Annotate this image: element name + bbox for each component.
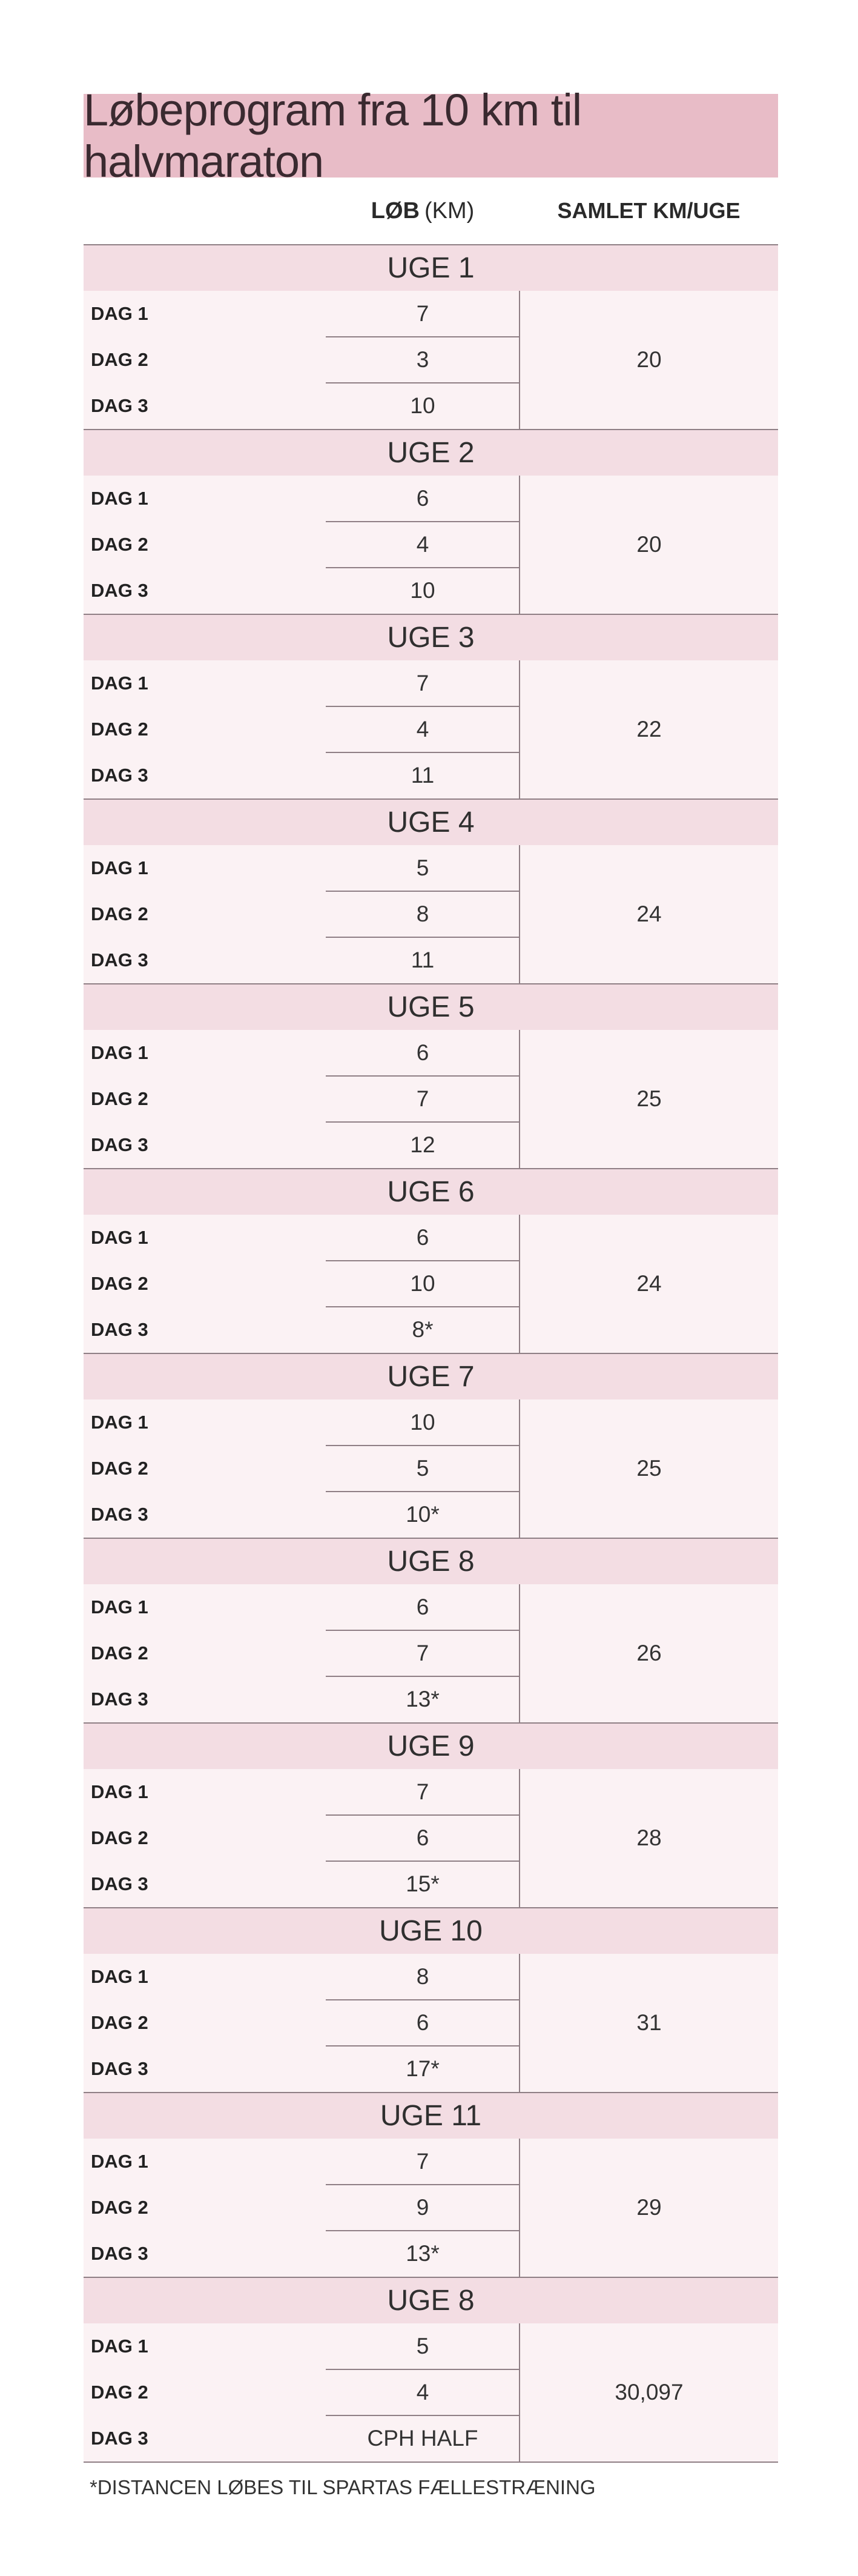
week-block: [84, 1722, 778, 1907]
day-label: DAG 3: [91, 2243, 148, 2264]
run-distance: 4: [416, 2380, 429, 2405]
week-body: [84, 1769, 778, 1907]
day-label: DAG 2: [91, 1642, 148, 1664]
training-program: [84, 85, 778, 2499]
run-distance: 13*: [406, 1687, 440, 1711]
day-row: [84, 383, 520, 429]
week-header: UGE 5: [84, 984, 778, 1030]
run-distance: 6: [416, 1595, 429, 1619]
week-header: UGE 4: [84, 800, 778, 845]
day-label: DAG 2: [91, 2382, 148, 2403]
week-block: [84, 983, 778, 1168]
weeks-table: [84, 244, 778, 2463]
day-label: DAG 3: [91, 2428, 148, 2449]
week-header: UGE 10: [84, 1908, 778, 1954]
run-distance: 6: [416, 1040, 429, 1065]
week-header: UGE 8: [84, 1539, 778, 1584]
day-label: DAG 2: [91, 2012, 148, 2033]
run-distance: 11: [411, 948, 435, 972]
week-header: UGE 8: [84, 2278, 778, 2323]
day-label: DAG 2: [91, 534, 148, 555]
day-label: DAG 1: [91, 1412, 148, 1433]
week-body: [84, 845, 778, 983]
day-row: [84, 2139, 520, 2185]
week-block: [84, 798, 778, 983]
day-label: DAG 3: [91, 1134, 148, 1155]
weekly-total: 24: [636, 901, 662, 926]
day-label: DAG 1: [91, 857, 148, 878]
week-body: [84, 1584, 778, 1722]
day-label: DAG 3: [91, 1873, 148, 1894]
day-label: DAG 1: [91, 672, 148, 694]
run-distance: 12: [410, 1132, 435, 1157]
run-distance: 8*: [412, 1317, 434, 1342]
day-label: DAG 2: [91, 1273, 148, 1294]
day-label: DAG 2: [91, 1827, 148, 1848]
run-distance: 6: [416, 2010, 429, 2035]
weekly-total: 20: [636, 532, 662, 557]
week-block: [84, 429, 778, 614]
day-row: [84, 1584, 520, 1630]
day-label: DAG 3: [91, 765, 148, 786]
week-body: [84, 1030, 778, 1168]
day-label: DAG 3: [91, 1504, 148, 1525]
week-body: [84, 476, 778, 614]
day-label: DAG 1: [91, 1781, 148, 1802]
run-distance: 10: [410, 1410, 435, 1435]
run-distance: 4: [416, 717, 429, 742]
run-distance: 8: [416, 901, 429, 926]
week-block: [84, 244, 778, 429]
run-distance: 7: [416, 1086, 429, 1111]
run-column-unit: (KM): [424, 198, 475, 224]
day-row: [84, 568, 520, 614]
run-distance: CPH HALF: [367, 2426, 478, 2451]
day-label: DAG 2: [91, 349, 148, 370]
day-label: DAG 1: [91, 488, 148, 509]
day-label: DAG 2: [91, 1458, 148, 1479]
run-distance: 7: [416, 671, 429, 695]
day-row: [84, 845, 520, 891]
day-label: DAG 1: [91, 1227, 148, 1248]
day-row: [84, 476, 520, 522]
day-row: [84, 522, 520, 568]
week-body: [84, 2139, 778, 2277]
day-row: [84, 1030, 520, 1076]
day-label: DAG 1: [91, 2335, 148, 2357]
day-row: [84, 1630, 520, 1676]
run-column-label: LØB: [371, 198, 420, 224]
run-distance: 6: [416, 486, 429, 511]
footnote: *DISTANCEN LØBES TIL SPARTAS FÆLLESTRÆNING: [90, 2476, 596, 2498]
day-label: DAG 3: [91, 949, 148, 971]
run-distance: 11: [411, 763, 435, 788]
total-column-header: SAMLET KM/UGE: [557, 198, 741, 223]
run-distance: 10: [410, 578, 435, 603]
day-label: DAG 3: [91, 1319, 148, 1340]
day-row: [84, 2415, 520, 2461]
day-row: [84, 1769, 520, 1815]
day-label: DAG 1: [91, 1966, 148, 1987]
day-row: [84, 1676, 520, 1722]
day-row: [84, 1954, 520, 2000]
day-row: [84, 1815, 520, 1861]
weekly-total: 29: [636, 2195, 662, 2220]
run-distance: 9: [416, 2195, 429, 2220]
day-row: [84, 891, 520, 937]
day-label: DAG 2: [91, 719, 148, 740]
weekly-total: 24: [636, 1271, 662, 1296]
run-distance: 6: [416, 1225, 429, 1250]
weekly-total: 22: [636, 717, 662, 742]
day-row: [84, 660, 520, 706]
run-distance: 5: [416, 2334, 429, 2359]
day-label: DAG 1: [91, 1042, 148, 1063]
day-row: [84, 1076, 520, 1122]
weekly-total: 30,097: [615, 2380, 684, 2405]
week-body: [84, 660, 778, 798]
weekly-total: 26: [636, 1641, 662, 1665]
day-row: [84, 1261, 520, 1307]
day-label: DAG 3: [91, 2058, 148, 2079]
day-row: [84, 2185, 520, 2231]
run-distance: 15*: [406, 1871, 440, 1896]
week-block: [84, 1538, 778, 1722]
run-column-header: [326, 178, 520, 244]
run-distance: 5: [416, 1456, 429, 1481]
day-label: DAG 3: [91, 1688, 148, 1710]
day-label: DAG 1: [91, 303, 148, 324]
day-row: [84, 1446, 520, 1492]
week-body: [84, 291, 778, 429]
day-label: DAG 2: [91, 1088, 148, 1109]
day-row: [84, 337, 520, 383]
day-row: [84, 1122, 520, 1168]
week-header: UGE 6: [84, 1169, 778, 1215]
day-row: [84, 2369, 520, 2415]
day-row: [84, 1307, 520, 1353]
day-row: [84, 2000, 520, 2046]
week-header: UGE 2: [84, 430, 778, 476]
week-block: [84, 614, 778, 798]
week-body: [84, 1215, 778, 1353]
day-label: DAG 3: [91, 395, 148, 416]
day-row: [84, 291, 520, 337]
weekly-total: 20: [636, 347, 662, 372]
day-row: [84, 1492, 520, 1538]
week-block: [84, 1353, 778, 1538]
day-row: [84, 2046, 520, 2092]
run-distance: 7: [416, 2149, 429, 2174]
run-distance: 7: [416, 1641, 429, 1665]
run-distance: 10*: [406, 1502, 440, 1527]
day-row: [84, 706, 520, 752]
weekly-total: 31: [636, 2010, 662, 2035]
week-header: UGE 11: [84, 2093, 778, 2139]
week-body: [84, 2323, 778, 2461]
run-distance: 7: [416, 1779, 429, 1804]
day-row: [84, 1861, 520, 1907]
run-distance: 6: [416, 1825, 429, 1850]
week-header: UGE 9: [84, 1724, 778, 1769]
week-header: UGE 1: [84, 245, 778, 291]
weekly-total: 28: [636, 1825, 662, 1850]
run-distance: 8: [416, 1964, 429, 1989]
run-distance: 17*: [406, 2056, 440, 2081]
run-distance: 10: [410, 393, 435, 418]
run-distance: 13*: [406, 2241, 440, 2266]
week-block: [84, 1168, 778, 1353]
run-distance: 10: [410, 1271, 435, 1296]
weekly-total: 25: [636, 1086, 662, 1111]
day-label: DAG 1: [91, 2151, 148, 2172]
week-header: UGE 3: [84, 615, 778, 660]
run-distance: 5: [416, 855, 429, 880]
day-label: DAG 2: [91, 2197, 148, 2218]
day-row: [84, 752, 520, 798]
day-row: [84, 1215, 520, 1261]
day-label: DAG 1: [91, 1596, 148, 1618]
page-title: Løbeprogram fra 10 km til halvmaraton: [84, 94, 778, 178]
weekly-total: 25: [636, 1456, 662, 1481]
day-row: [84, 937, 520, 983]
week-block: [84, 1907, 778, 2092]
week-block: [84, 2277, 778, 2463]
week-block: [84, 2092, 778, 2277]
day-label: DAG 3: [91, 580, 148, 601]
day-row: [84, 1399, 520, 1446]
day-label: DAG 2: [91, 903, 148, 925]
run-distance: 7: [416, 301, 429, 326]
week-body: [84, 1954, 778, 2092]
week-body: [84, 1399, 778, 1538]
column-headers: [84, 178, 778, 244]
run-distance: 3: [416, 347, 429, 372]
day-row: [84, 2231, 520, 2277]
day-row: [84, 2323, 520, 2369]
run-distance: 4: [416, 532, 429, 557]
week-header: UGE 7: [84, 1354, 778, 1399]
